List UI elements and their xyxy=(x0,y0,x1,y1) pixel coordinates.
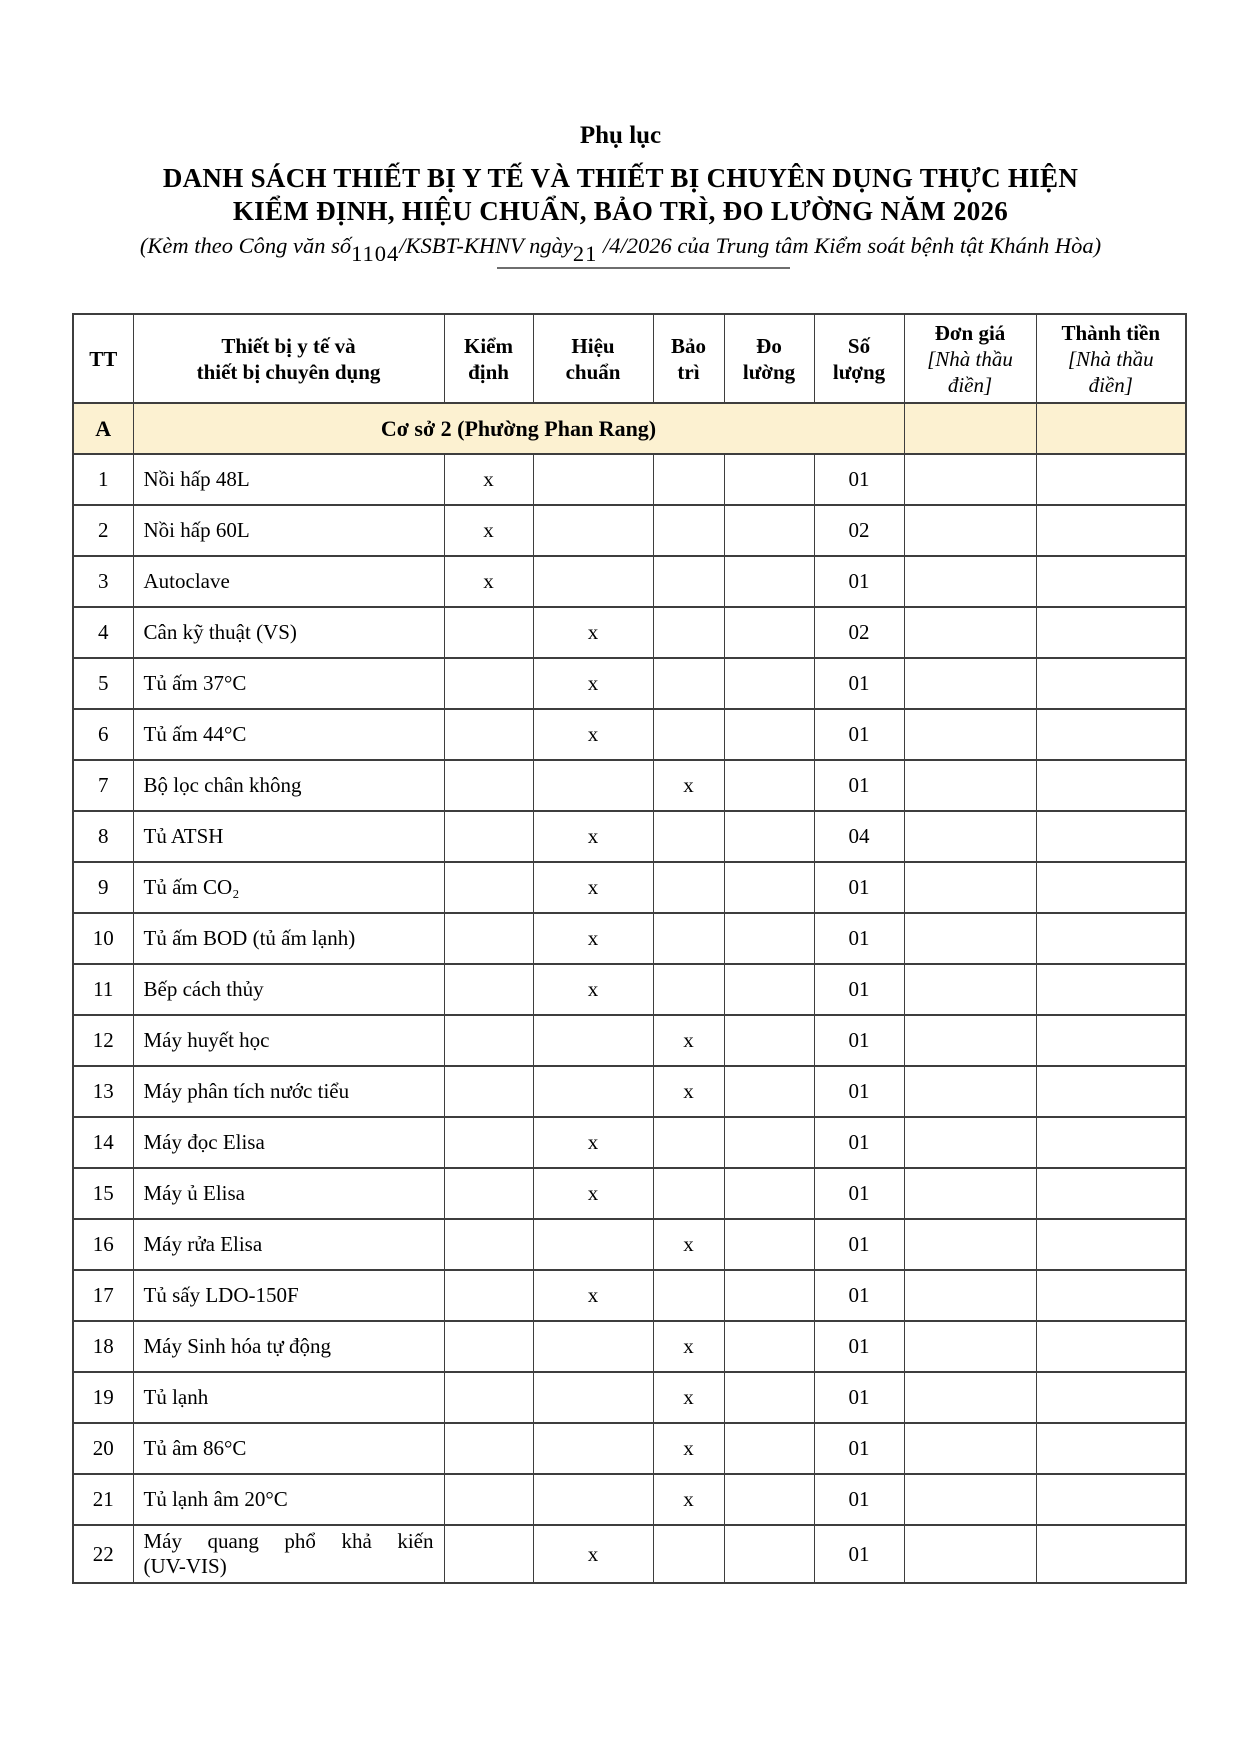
kiem-dinh-cell xyxy=(444,862,533,913)
equipment-row xyxy=(73,658,1186,709)
kiem-dinh-cell xyxy=(444,913,533,964)
thanh-tien-cell xyxy=(1036,1015,1186,1066)
bao-tri-cell xyxy=(653,709,724,760)
bao-tri-cell: x xyxy=(653,1219,724,1270)
don-gia-cell xyxy=(904,658,1036,709)
kiem-dinh-cell xyxy=(444,658,533,709)
equipment-row xyxy=(73,964,1186,1015)
section-thanh-tien-cell xyxy=(1036,403,1186,454)
thanh-tien-cell xyxy=(1036,964,1186,1015)
hieu-chuan-cell: x xyxy=(533,913,653,964)
thanh-tien-cell xyxy=(1036,1066,1186,1117)
column-header-label: lượng xyxy=(832,359,886,384)
do-luong-cell xyxy=(724,1321,814,1372)
fill-in-underline xyxy=(497,267,790,269)
device-name-cell: Nồi hấp 48L xyxy=(133,454,444,505)
hieu-chuan-cell: x xyxy=(533,1525,653,1583)
device-name-cell: Tủ ấm CO₂ xyxy=(133,862,444,913)
citation-doc-number: 1104 xyxy=(351,241,400,266)
kiem-dinh-cell xyxy=(444,1117,533,1168)
so-luong-cell: 01 xyxy=(814,454,904,505)
thanh-tien-cell xyxy=(1036,1423,1186,1474)
kiem-dinh-cell xyxy=(444,1066,533,1117)
document-title-line2: KIỂM ĐỊNH, HIỆU CHUẨN, BẢO TRÌ, ĐO LƯỜNG NĂM 2026 xyxy=(232,196,1009,226)
do-luong-cell xyxy=(724,709,814,760)
hieu-chuan-cell xyxy=(533,556,653,607)
device-name-cell: Máy huyết học xyxy=(133,1015,444,1066)
tt-cell: 17 xyxy=(73,1270,133,1321)
column-header-label: định xyxy=(468,359,509,384)
equipment-row xyxy=(73,1423,1186,1474)
citation-suffix: /4/2026 của Trung tâm Kiểm soát bệnh tật Khánh Hòa) xyxy=(597,233,1102,258)
bao-tri-cell: x xyxy=(653,1423,724,1474)
bao-tri-cell: x xyxy=(653,1474,724,1525)
device-name-cell: Máy ủ Elisa xyxy=(133,1168,444,1219)
tt-cell: 21 xyxy=(73,1474,133,1525)
tt-cell: 4 xyxy=(73,607,133,658)
device-name-cell: Tủ ấm 37°C xyxy=(133,658,444,709)
hieu-chuan-cell: x xyxy=(533,1168,653,1219)
hieu-chuan-cell xyxy=(533,1321,653,1372)
section-title-cell: Cơ sở 2 (Phường Phan Rang) xyxy=(133,403,904,454)
column-header-kiem-dinh xyxy=(444,314,533,403)
appendix-label: Phụ lục xyxy=(579,122,662,149)
tt-cell: 6 xyxy=(73,709,133,760)
device-name-cell: Máy Sinh hóa tự động xyxy=(133,1321,444,1372)
don-gia-cell xyxy=(904,505,1036,556)
don-gia-cell xyxy=(904,913,1036,964)
do-luong-cell xyxy=(724,658,814,709)
bao-tri-cell: x xyxy=(653,1066,724,1117)
do-luong-cell xyxy=(724,1270,814,1321)
thanh-tien-cell xyxy=(1036,1321,1186,1372)
so-luong-cell: 01 xyxy=(814,913,904,964)
device-name-cell: Tủ âm 86°C xyxy=(133,1423,444,1474)
equipment-row xyxy=(73,709,1186,760)
column-header-label: trì xyxy=(677,359,700,384)
do-luong-cell xyxy=(724,913,814,964)
column-header-label: Thiết bị y tế và xyxy=(221,333,356,358)
bao-tri-cell xyxy=(653,964,724,1015)
tt-cell: 1 xyxy=(73,454,133,505)
do-luong-cell xyxy=(724,862,814,913)
column-header-label: thiết bị chuyên dụng xyxy=(196,359,381,384)
bao-tri-cell: x xyxy=(653,1372,724,1423)
device-name-cell: Tủ ấm BOD (tủ ấm lạnh) xyxy=(133,913,444,964)
column-header-so-luong xyxy=(814,314,904,403)
device-name-cell: Tủ lạnh âm 20°C xyxy=(133,1474,444,1525)
bao-tri-cell xyxy=(653,658,724,709)
equipment-row xyxy=(73,811,1186,862)
do-luong-cell xyxy=(724,1219,814,1270)
device-name-cell: Autoclave xyxy=(133,556,444,607)
equipment-row xyxy=(73,1372,1186,1423)
don-gia-cell xyxy=(904,607,1036,658)
tt-cell: 11 xyxy=(73,964,133,1015)
hieu-chuan-cell: x xyxy=(533,811,653,862)
don-gia-cell xyxy=(904,1423,1036,1474)
do-luong-cell xyxy=(724,505,814,556)
thanh-tien-cell xyxy=(1036,760,1186,811)
column-header-tt xyxy=(73,314,133,403)
thanh-tien-cell xyxy=(1036,709,1186,760)
tt-cell: 3 xyxy=(73,556,133,607)
bao-tri-cell xyxy=(653,862,724,913)
do-luong-cell xyxy=(724,1525,814,1583)
kiem-dinh-cell xyxy=(444,1168,533,1219)
hieu-chuan-cell xyxy=(533,505,653,556)
bao-tri-cell xyxy=(653,913,724,964)
thanh-tien-cell xyxy=(1036,454,1186,505)
so-luong-cell: 01 xyxy=(814,1423,904,1474)
hieu-chuan-cell xyxy=(533,1015,653,1066)
tt-cell: 10 xyxy=(73,913,133,964)
don-gia-cell xyxy=(904,1117,1036,1168)
kiem-dinh-cell: x xyxy=(444,505,533,556)
do-luong-cell xyxy=(724,760,814,811)
bao-tri-cell xyxy=(653,505,724,556)
equipment-row xyxy=(73,913,1186,964)
hieu-chuan-cell: x xyxy=(533,1117,653,1168)
citation-middle: /KSBT-KHNV ngày xyxy=(399,233,573,258)
column-header-note: điền] xyxy=(947,372,993,397)
tt-cell: 15 xyxy=(73,1168,133,1219)
column-header-hieu-chuan xyxy=(533,314,653,403)
tt-cell: 13 xyxy=(73,1066,133,1117)
equipment-row xyxy=(73,1066,1186,1117)
equipment-row xyxy=(73,607,1186,658)
hieu-chuan-cell xyxy=(533,1372,653,1423)
hieu-chuan-cell xyxy=(533,1066,653,1117)
column-header-label: Đo xyxy=(756,333,782,358)
equipment-row xyxy=(73,1525,1186,1583)
don-gia-cell xyxy=(904,454,1036,505)
so-luong-cell: 01 xyxy=(814,1474,904,1525)
column-header-label: Kiểm xyxy=(464,333,513,358)
tt-cell: 2 xyxy=(73,505,133,556)
don-gia-cell xyxy=(904,1066,1036,1117)
bao-tri-cell xyxy=(653,1525,724,1583)
equipment-row xyxy=(73,1321,1186,1372)
column-header-label: lường xyxy=(742,359,796,384)
hieu-chuan-cell: x xyxy=(533,658,653,709)
so-luong-cell: 01 xyxy=(814,760,904,811)
thanh-tien-cell xyxy=(1036,607,1186,658)
hieu-chuan-cell: x xyxy=(533,607,653,658)
so-luong-cell: 01 xyxy=(814,1168,904,1219)
so-luong-cell: 01 xyxy=(814,1015,904,1066)
kiem-dinh-cell xyxy=(444,964,533,1015)
hieu-chuan-cell xyxy=(533,1423,653,1474)
so-luong-cell: 01 xyxy=(814,658,904,709)
kiem-dinh-cell xyxy=(444,1525,533,1583)
tt-cell: 8 xyxy=(73,811,133,862)
thanh-tien-cell xyxy=(1036,505,1186,556)
equipment-table xyxy=(72,313,1187,1584)
hieu-chuan-cell xyxy=(533,1219,653,1270)
so-luong-cell: 01 xyxy=(814,862,904,913)
equipment-row xyxy=(73,1168,1186,1219)
bao-tri-cell xyxy=(653,454,724,505)
do-luong-cell xyxy=(724,1015,814,1066)
so-luong-cell: 04 xyxy=(814,811,904,862)
citation-line xyxy=(0,233,1241,266)
device-name-cell: Máy đọc Elisa xyxy=(133,1117,444,1168)
bao-tri-cell xyxy=(653,811,724,862)
thanh-tien-cell xyxy=(1036,1474,1186,1525)
do-luong-cell xyxy=(724,607,814,658)
so-luong-cell: 01 xyxy=(814,1525,904,1583)
do-luong-cell xyxy=(724,556,814,607)
tt-cell: 16 xyxy=(73,1219,133,1270)
column-header-note: [Nhà thầu xyxy=(1067,346,1154,371)
do-luong-cell xyxy=(724,1117,814,1168)
tt-cell: 22 xyxy=(73,1525,133,1583)
column-header-label: Thành tiền xyxy=(1061,320,1161,345)
thanh-tien-cell xyxy=(1036,811,1186,862)
so-luong-cell: 02 xyxy=(814,607,904,658)
equipment-row xyxy=(73,862,1186,913)
column-header-note: điền] xyxy=(1088,372,1133,397)
don-gia-cell xyxy=(904,1474,1036,1525)
bao-tri-cell xyxy=(653,607,724,658)
kiem-dinh-cell xyxy=(444,1321,533,1372)
so-luong-cell: 02 xyxy=(814,505,904,556)
kiem-dinh-cell xyxy=(444,1372,533,1423)
don-gia-cell xyxy=(904,862,1036,913)
do-luong-cell xyxy=(724,1423,814,1474)
section-don-gia-cell xyxy=(904,403,1036,454)
do-luong-cell xyxy=(724,1474,814,1525)
thanh-tien-cell xyxy=(1036,1372,1186,1423)
kiem-dinh-cell xyxy=(444,1474,533,1525)
so-luong-cell: 01 xyxy=(814,1219,904,1270)
thanh-tien-cell xyxy=(1036,1525,1186,1583)
column-header-note: [Nhà thầu xyxy=(927,346,1013,371)
kiem-dinh-cell xyxy=(444,1015,533,1066)
column-header-label: Hiệu xyxy=(571,333,615,358)
document-title xyxy=(0,162,1241,228)
column-header-label: TT xyxy=(89,346,118,371)
device-name-cell: Bộ lọc chân không xyxy=(133,760,444,811)
document-title-line1: DANH SÁCH THIẾT BỊ Y TẾ VÀ THIẾT BỊ CHUYÊN DỤNG THỰC HIỆN xyxy=(162,163,1079,193)
kiem-dinh-cell xyxy=(444,1219,533,1270)
tt-cell: 7 xyxy=(73,760,133,811)
tt-cell: 18 xyxy=(73,1321,133,1372)
tt-cell: 9 xyxy=(73,862,133,913)
thanh-tien-cell xyxy=(1036,556,1186,607)
device-name-line1: Máy quang phổ khả kiến xyxy=(143,1529,434,1553)
thanh-tien-cell xyxy=(1036,1117,1186,1168)
bao-tri-cell: x xyxy=(653,760,724,811)
device-name-cell: Tủ sấy LDO-150F xyxy=(133,1270,444,1321)
hieu-chuan-cell xyxy=(533,1474,653,1525)
bao-tri-cell xyxy=(653,1168,724,1219)
kiem-dinh-cell xyxy=(444,607,533,658)
equipment-row xyxy=(73,1015,1186,1066)
table-header-row xyxy=(73,314,1186,403)
so-luong-cell: 01 xyxy=(814,1117,904,1168)
hieu-chuan-cell: x xyxy=(533,964,653,1015)
don-gia-cell xyxy=(904,1168,1036,1219)
kiem-dinh-cell: x xyxy=(444,556,533,607)
don-gia-cell xyxy=(904,964,1036,1015)
kiem-dinh-cell xyxy=(444,1423,533,1474)
hieu-chuan-cell: x xyxy=(533,1270,653,1321)
don-gia-cell xyxy=(904,760,1036,811)
section-row xyxy=(73,403,1186,454)
don-gia-cell xyxy=(904,556,1036,607)
equipment-row xyxy=(73,454,1186,505)
kiem-dinh-cell: x xyxy=(444,454,533,505)
don-gia-cell xyxy=(904,811,1036,862)
column-header-label: chuẩn xyxy=(565,359,621,384)
hieu-chuan-cell xyxy=(533,760,653,811)
equipment-row xyxy=(73,760,1186,811)
bao-tri-cell: x xyxy=(653,1015,724,1066)
tt-cell: 14 xyxy=(73,1117,133,1168)
device-name-cell: Tủ ấm 44°C xyxy=(133,709,444,760)
citation-day: 21 xyxy=(572,241,598,266)
device-name-cell: Tủ lạnh xyxy=(133,1372,444,1423)
equipment-row xyxy=(73,1270,1186,1321)
kiem-dinh-cell xyxy=(444,811,533,862)
device-name-cell xyxy=(133,1525,444,1583)
so-luong-cell: 01 xyxy=(814,1066,904,1117)
don-gia-cell xyxy=(904,1372,1036,1423)
do-luong-cell xyxy=(724,1066,814,1117)
so-luong-cell: 01 xyxy=(814,964,904,1015)
device-name-cell: Máy rửa Elisa xyxy=(133,1219,444,1270)
bao-tri-cell xyxy=(653,556,724,607)
do-luong-cell xyxy=(724,811,814,862)
tt-cell: 12 xyxy=(73,1015,133,1066)
thanh-tien-cell xyxy=(1036,913,1186,964)
thanh-tien-cell xyxy=(1036,862,1186,913)
equipment-row xyxy=(73,505,1186,556)
device-name-cell: Nồi hấp 60L xyxy=(133,505,444,556)
hieu-chuan-cell: x xyxy=(533,709,653,760)
column-header-device xyxy=(133,314,444,403)
kiem-dinh-cell xyxy=(444,1270,533,1321)
column-header-label: Đơn giá xyxy=(934,320,1006,345)
device-name-line2: (UV-VIS) xyxy=(143,1554,227,1578)
so-luong-cell: 01 xyxy=(814,1270,904,1321)
section-code-cell: A xyxy=(73,403,133,454)
kiem-dinh-cell xyxy=(444,709,533,760)
device-name-cell: Cân kỹ thuật (VS) xyxy=(133,607,444,658)
so-luong-cell: 01 xyxy=(814,709,904,760)
equipment-row xyxy=(73,1117,1186,1168)
so-luong-cell: 01 xyxy=(814,1321,904,1372)
tt-cell: 20 xyxy=(73,1423,133,1474)
bao-tri-cell: x xyxy=(653,1321,724,1372)
do-luong-cell xyxy=(724,1168,814,1219)
tt-cell: 19 xyxy=(73,1372,133,1423)
device-name-cell: Tủ ATSH xyxy=(133,811,444,862)
device-name-cell: Máy phân tích nước tiểu xyxy=(133,1066,444,1117)
column-header-label: Bảo xyxy=(670,333,706,358)
kiem-dinh-cell xyxy=(444,760,533,811)
thanh-tien-cell xyxy=(1036,1219,1186,1270)
citation-prefix: (Kèm theo Công văn số xyxy=(139,233,352,258)
don-gia-cell xyxy=(904,1219,1036,1270)
thanh-tien-cell xyxy=(1036,658,1186,709)
do-luong-cell xyxy=(724,454,814,505)
equipment-row xyxy=(73,1474,1186,1525)
so-luong-cell: 01 xyxy=(814,556,904,607)
don-gia-cell xyxy=(904,1270,1036,1321)
column-header-bao-tri xyxy=(653,314,724,403)
column-header-do-luong xyxy=(724,314,814,403)
bao-tri-cell xyxy=(653,1270,724,1321)
do-luong-cell xyxy=(724,1372,814,1423)
don-gia-cell xyxy=(904,1015,1036,1066)
thanh-tien-cell xyxy=(1036,1270,1186,1321)
equipment-row xyxy=(73,1219,1186,1270)
column-header-label: Số xyxy=(847,333,871,358)
hieu-chuan-cell: x xyxy=(533,862,653,913)
don-gia-cell xyxy=(904,709,1036,760)
thanh-tien-cell xyxy=(1036,1168,1186,1219)
don-gia-cell xyxy=(904,1321,1036,1372)
device-name-cell: Bếp cách thủy xyxy=(133,964,444,1015)
bao-tri-cell xyxy=(653,1117,724,1168)
don-gia-cell xyxy=(904,1525,1036,1583)
do-luong-cell xyxy=(724,964,814,1015)
column-header-don-gia xyxy=(904,314,1036,403)
so-luong-cell: 01 xyxy=(814,1372,904,1423)
equipment-row xyxy=(73,556,1186,607)
tt-cell: 5 xyxy=(73,658,133,709)
hieu-chuan-cell xyxy=(533,454,653,505)
column-header-thanh-tien xyxy=(1036,314,1186,403)
